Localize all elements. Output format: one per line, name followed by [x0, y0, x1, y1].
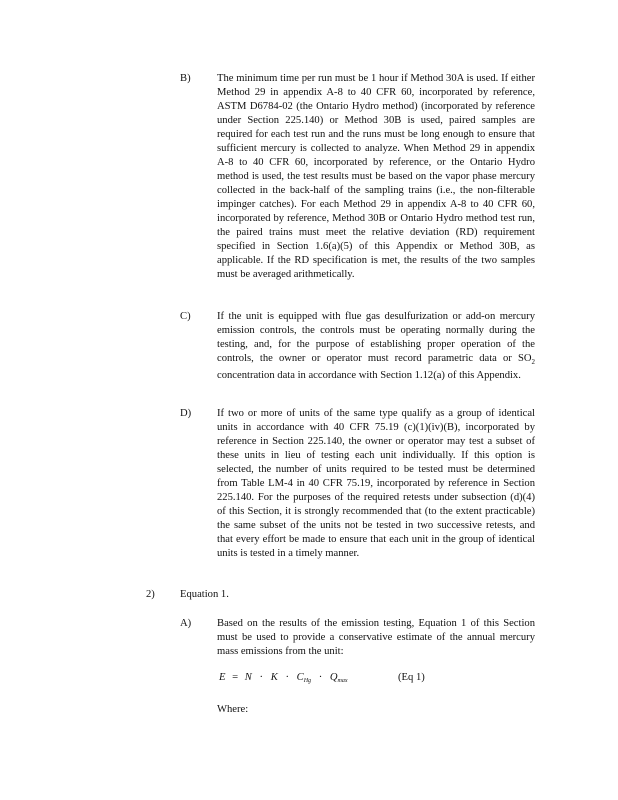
eq-lhs: E — [219, 672, 226, 683]
item-c-text-before: If the unit is equipped with flue gas desulfurization or add-on mercury emission controls, the controls must be operating normally during the testing, and, for the purpose of establishing proper operation of the controls, the owner or operator must record parametric data or SO — [217, 311, 535, 364]
section-2-label: 2) — [146, 589, 155, 600]
item-2a-text: Based on the results of the emission testing, Equation 1 of this Section must be used to provide a conservative estimate of the annual mercury mass emissions from the unit: — [217, 618, 535, 657]
equation-1 — [219, 670, 348, 689]
section-2-heading: Equation 1. — [180, 589, 229, 600]
item-b-text: The minimum time per run must be 1 hour if Method 30A is used. If either Method 29 in appendix A-8 to 40 CFR 60, incorporated by reference, ASTM D6784-02 (the Ontario Hydro method) (incorporated by reference under Section 225.140) or Method 30B is used, paired samples are required for each test run and the runs must be long enough to ensure that sufficient mercury is collected to analyze. When Method 29 in appendix A-8 to 40 CFR 60, incorporated by reference, or the Ontario Hydro method is used, the test results must be based on the vapor phase mercury collected in the back-half of the sampling trains (i.e., the non-filterable impinger catches). For each Method 29 in appendix A-8 to 40 CFR 60, incorporated by reference, Method 30B or Ontario Hydro method test run, the paired trains must meet the relative deviation (RD) requirement specified in Section 1.6(a)(5) of this Appendix or Method 30B, as applicable. If the RD specification is met, the results of the two samples must be averaged arithmetically. — [217, 73, 535, 280]
item-c-text-after: concentration data in accordance with Section 1.12(a) of this Appendix. — [217, 370, 521, 382]
eq-n: N — [244, 672, 252, 683]
eq-c-subscript: Hg — [303, 678, 312, 684]
eq-equals: = — [232, 672, 239, 683]
item-c-subscript: 2 — [531, 358, 535, 367]
eq-dot-1: · — [259, 672, 264, 683]
eq-q-subscript: max — [337, 678, 348, 684]
where-label: Where: — [217, 704, 249, 715]
item-d-text: If two or more of units of the same type qualify as a group of identical units in accordance with 40 CFR 75.19 (c)(1)(iv)(B), incorporated by reference in Section 225.140, the owner or operator may test a subset of these units in lieu of testing each unit individually. If this option is selected, the number of units required to be tested must be determined from Table LM-4 in 40 CFR 75.19, incorporated by reference in Section 225.140. For the purposes of the required retests under subsection (d)(4) of this Section, it is strongly recommended that (to the extent practicable) the same subset of the units not be tested in two successive retests, and that every effort be made to ensure that each unit in the group of identical units is tested in a timely manner. — [217, 408, 535, 559]
eq-dot-3: · — [318, 672, 323, 683]
eq-q: Q — [329, 672, 338, 683]
eq-c: C — [296, 672, 304, 683]
item-d-label: D) — [180, 408, 192, 419]
item-b-label: B) — [180, 73, 191, 84]
item-c-text — [217, 310, 535, 383]
eq-dot-2: · — [285, 672, 289, 683]
equation-number: (Eq 1) — [398, 672, 425, 683]
item-2a-label: A) — [180, 618, 192, 629]
eq-k: K — [270, 672, 278, 683]
item-c-label: C) — [180, 311, 191, 322]
